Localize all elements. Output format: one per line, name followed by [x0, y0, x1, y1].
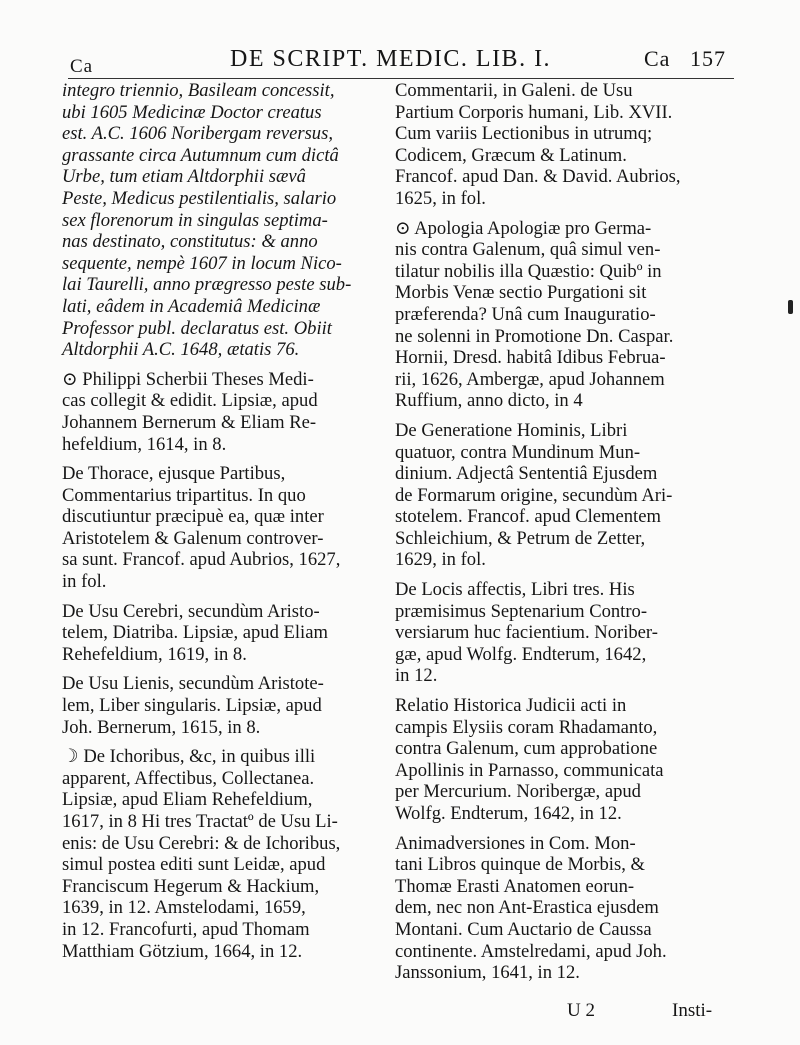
page-number: 157 [690, 46, 726, 71]
text-line: nis contra Galenum, quâ simul ven- [395, 239, 661, 261]
text-line: in 12. Francofurti, apud Thomam [62, 918, 310, 940]
text-line: Altdorphii A.C. 1648, ætatis 76. [62, 339, 300, 361]
text-line: Commentarius tripartitus. In quo [62, 484, 306, 506]
header-left-mark: Ca [70, 56, 94, 77]
text-line: Francof. apud Dan. & David. Aubrios, [395, 166, 681, 188]
text-line: Codicem, Græcum & Latinum. [395, 144, 627, 166]
text-line: De Thorace, ejusque Partibus, [62, 463, 286, 485]
text-line: 1639, in 12. Amstelodami, 1659, [62, 897, 306, 919]
text-line: Aristotelem & Galenum controver- [62, 527, 324, 549]
text-line: grassante circa Autumnum cum dictâ [62, 144, 339, 166]
text-line: ubi 1605 Medicinæ Doctor creatus [62, 101, 322, 123]
text-line: est. A.C. 1606 Noribergam reversus, [62, 123, 333, 145]
text-line: campis Elysiis coram Rhadamanto, [395, 716, 658, 738]
text-line: 1625, in fol. [395, 187, 486, 209]
text-line: cas collegit & edidit. Lipsiæ, apud [62, 390, 318, 412]
text-line: 1617, in 8 Hi tres Tractatº de Usu Li- [62, 811, 338, 832]
text-line: Montani. Cum Auctario de Caussa [395, 918, 652, 940]
text-line: in fol. [62, 571, 107, 593]
header-right-mark: Ca [644, 46, 671, 71]
text-line: præmisimus Septenarium Contro- [395, 600, 648, 622]
text-line: Janssonium, 1641, in 12. [395, 962, 580, 984]
text-line: Morbis Venæ sectio Purgationi sit [395, 282, 647, 304]
text-line: versiarum huc facientium. Noriber- [395, 622, 658, 644]
text-line: præferenda? Unâ cum Inauguratio- [395, 303, 656, 325]
header-rule [68, 78, 734, 79]
bibliography-entry [395, 579, 738, 687]
text-line: De Usu Cerebri, secundùm Aristo- [62, 600, 320, 622]
text-line: Relatio Historica Judicii acti in [395, 695, 627, 717]
text-line: Franciscum Hegerum & Hackium, [62, 875, 320, 897]
text-line: apparent, Affectibus, Collectanea. [62, 767, 315, 789]
text-line: integro triennio, Basileam concessit, [62, 80, 335, 101]
text-line: nas destinato, constitutus: & anno [62, 231, 318, 253]
text-line: Commentarii, in Galeni. de Usu [395, 80, 633, 101]
text-line: De Locis affectis, Libri tres. His [395, 579, 635, 601]
text-line: sex florenorum in singulas septima- [62, 209, 328, 231]
text-line: contra Galenum, cum approbatione [395, 738, 658, 760]
text-line: De Generatione Hominis, Libri [395, 419, 628, 441]
text-line: ⊙ Philippi Scherbii Theses Medi- [62, 368, 314, 390]
text-line: Hornii, Dresd. habitâ Idibus Februa- [395, 347, 666, 369]
text-line: Rehefeldium, 1619, in 8. [62, 643, 247, 665]
running-header [70, 44, 740, 78]
text-line: Cum variis Lectionibus in utrumq; [395, 123, 653, 145]
text-line: Professor publ. declaratus est. Obiit [62, 317, 332, 339]
text-line: Animadversiones in Com. Mon- [395, 832, 636, 854]
margin-mark [788, 300, 793, 314]
bibliography-entry [395, 80, 738, 210]
text-line: ☽ De Ichoribus, &c, in quibus illi [62, 746, 316, 768]
catchword: Insti- [672, 1000, 713, 1021]
running-title: DE SCRIPT. MEDIC. LIB. I. [230, 46, 552, 72]
text-line: 1629, in fol. [395, 549, 486, 571]
text-line: sequente, nempè 1607 in locum Nico- [62, 252, 342, 274]
bibliography-entry [395, 833, 738, 984]
text-line: sa sunt. Francof. apud Aubrios, 1627, [62, 549, 341, 571]
text-line: dem, nec non Ant-Erastica ejusdem [395, 897, 659, 919]
text-line: quatuor, contra Mundinum Mun- [395, 441, 641, 463]
text-line: Joh. Bernerum, 1615, in 8. [62, 716, 261, 738]
text-line: continente. Amstelredami, apud Joh. [395, 940, 667, 962]
text-line: Thomæ Erasti Anatomen eorun- [395, 875, 635, 897]
text-line: Schleichium, & Petrum de Zetter, [395, 527, 646, 549]
text-line: stotelem. Francof. apud Clementem [395, 506, 661, 528]
text-line: lati, eâdem in Academiâ Medicinæ [62, 295, 321, 317]
bibliography-entry [62, 746, 382, 962]
text-line: tilatur nobilis illa Quæstio: Quibº in [395, 260, 662, 282]
text-line: Wolfg. Endterum, 1642, in 12. [395, 803, 622, 824]
text-line: gæ, apud Wolfg. Endterum, 1642, [395, 643, 647, 665]
text-line: Peste, Medicus pestilentialis, salario [62, 187, 337, 209]
text-line: Lipsiæ, apud Eliam Rehefeldium, [62, 789, 313, 811]
text-line: ne solenni in Promotione Dn. Caspar. [395, 325, 674, 347]
text-line: dinium. Adjectâ Sententiâ Ejusdem [395, 463, 658, 485]
bibliography-entry [395, 420, 738, 571]
text-line: discutiuntur præcipuè ea, quæ inter [62, 506, 324, 528]
text-line: rii, 1626, Ambergæ, apud Johannem [395, 368, 665, 390]
text-line: lai Taurelli, anno prægresso peste sub- [62, 274, 352, 296]
bibliography-entry [62, 463, 382, 593]
text-line: tani Libros quinque de Morbis, & [395, 854, 645, 876]
text-line: Johannem Bernerum & Eliam Re- [62, 411, 317, 433]
text-line: per Mercurium. Noribergæ, apud [395, 781, 641, 803]
text-line: ⊙ Apologia Apologiæ pro Germa- [395, 217, 652, 239]
bibliography-entry [395, 695, 738, 825]
text-line: Partium Corporis humani, Lib. XVII. [395, 101, 673, 123]
text-line: lem, Liber singularis. Lipsiæ, apud [62, 695, 322, 717]
text-line: in 12. [395, 665, 438, 687]
text-line: Ruffium, anno dicto, in 4 [395, 390, 583, 412]
text-line: enis: de Usu Cerebri: & de Ichoribus, [62, 832, 341, 854]
text-line: Matthiam Götzium, 1664, in 12. [62, 940, 303, 962]
left-column [62, 80, 382, 970]
bibliography-entry [62, 673, 382, 738]
text-line: De Usu Lienis, secundùm Aristote- [62, 673, 324, 695]
text-line: telem, Diatriba. Lipsiæ, apud Eliam [62, 622, 328, 644]
bibliography-entry [62, 80, 382, 361]
bibliography-entry [395, 218, 738, 412]
signature-mark: U 2 [567, 1000, 595, 1021]
text-line: simul postea editi sunt Leidæ, apud [62, 854, 326, 876]
bibliography-entry [62, 601, 382, 666]
text-line: Apollinis in Parnasso, communicata [395, 759, 664, 781]
text-line: Urbe, tum etiam Altdorphii sævâ [62, 166, 306, 188]
text-line: de Formarum origine, secundùm Ari- [395, 484, 673, 506]
bibliography-entry [62, 369, 382, 455]
text-line: hefeldium, 1614, in 8. [62, 433, 227, 455]
right-column [395, 80, 738, 992]
